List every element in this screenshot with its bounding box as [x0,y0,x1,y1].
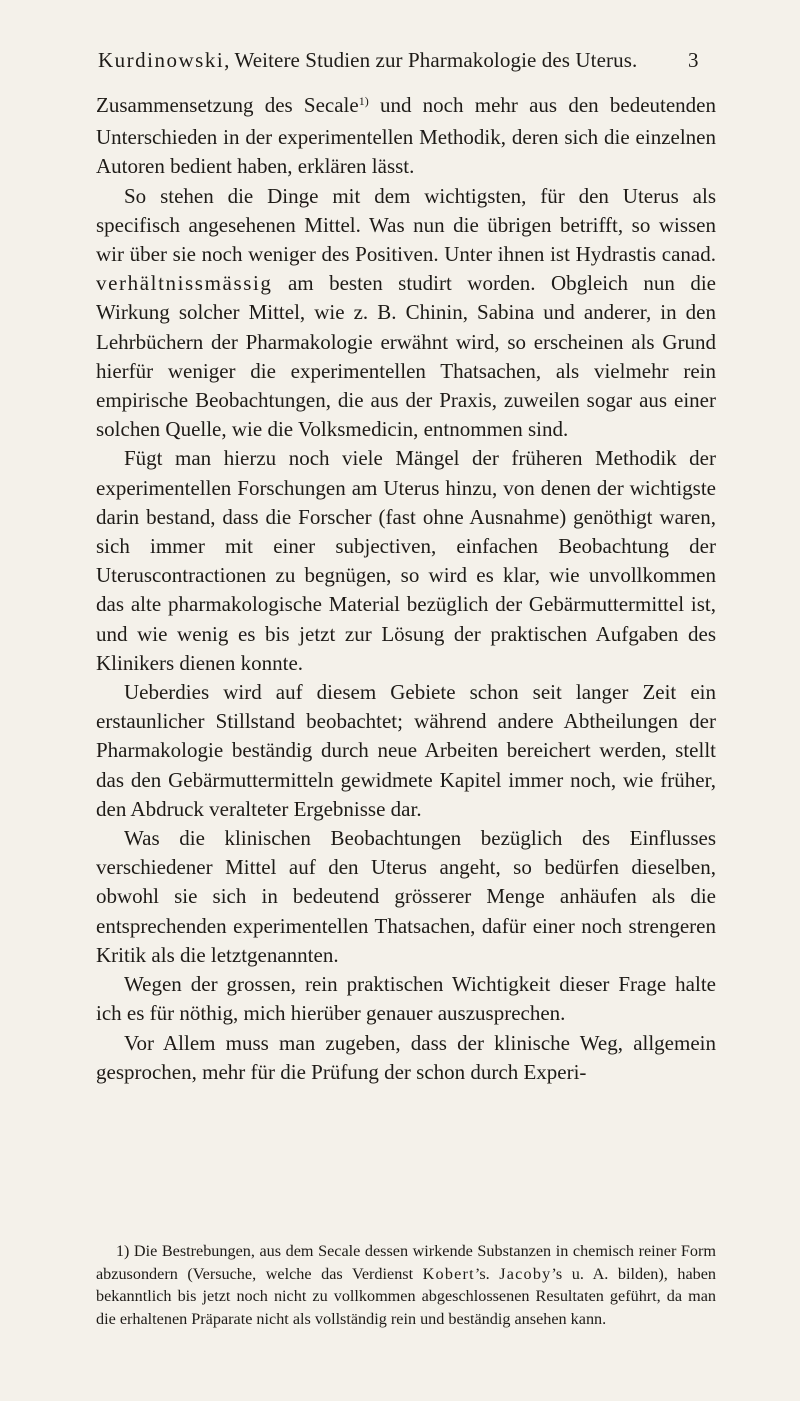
header-title: , Weitere Studien zur Pharmakologie des Uterus. [224,48,638,72]
paragraph-4: Ueberdies wird auf diesem Gebiete schon seit langer Zeit ein erstaunlicher Stillstand beobachtet; während andere Abtheilungen der Pharmakologie beständig durch neue Arbeiten bereichert werden, stellt das den Gebärmuttermitteln gewidmete Kapitel immer noch, wie früher, den Abdruck veralteter Ergebnisse dar. [96,680,716,821]
paragraph-5: Was die klinischen Beobachtungen bezüglich des Einflusses verschiedener Mittel auf den Uterus angeht, so bedürfen dieselben, obwohl sie sich in bedeutend grösserer Menge anhäufen als die entsprechenden experimentellen Thatsachen, dafür einer noch strengeren Kritik als die letztgenannten. [96,826,716,967]
paragraph-6: Wegen der grossen, rein praktischen Wichtigkeit dieser Frage halte ich es für nöthig, mich hierüber genauer auszusprechen. [96,972,716,1026]
paragraph-2-emphasis: verhältnissmässig [96,271,273,296]
footnote-text-c: ’s u. A. bilden), haben bekanntlich bis jetzt noch nicht zu vollkommen abgeschlossenen Resultaten geführt, da man die erhaltenen Präparate nicht als vollständig rein und beständig ansehen kann. [96,1265,716,1328]
body-text [96,91,716,1087]
paragraph-2-text-b: am besten studirt worden. Obgleich nun die Wirkung solcher Mittel, wie z. B. Chinin, Sabina und anderer, in den Lehrbüchern der Pharmakologie erwähnt wird, so erscheinen als Grund hierfür weniger die experimentellen Thatsachen, als vielmehr rein empirische Beobachtungen, die aus der Praxis, zuweilen sogar aus einer solchen Quelle, wie die Volksmedicin, entnommen sind. [96,271,716,442]
paragraph-3: Fügt man hierzu noch viele Mängel der früheren Methodik der experimentellen Forschungen am Uterus hinzu, von denen der wichtigste darin bestand, dass die Forscher (fast ohne Ausnahme) genöthigt waren, sich immer mit einer subjectiven, einfachen Beobachtung der Uteruscontractionen zu begnügen, so wird es klar, wie unvollkommen das alte pharmakologische Material bezüglich der Gebärmuttermittel ist, und wie wenig es bis jetzt zur Lösung der praktischen Aufgaben des Klinikers dienen konnte. [96,446,716,675]
page-number: 3 [688,48,699,72]
footnote-mark: 1) [116,1243,130,1260]
paragraph-1 [96,91,716,182]
footnote-area [96,1240,716,1330]
running-header [98,48,688,73]
footnote-name-kobert: Kobert [422,1265,475,1284]
paragraph-2-text-a: So stehen die Dinge mit dem wichtigsten, für den Uterus als specifisch angesehenen Mittel. Was nun die übrigen betrifft, so wissen wir über sie noch weniger des Positiven. Unter ihnen ist Hydrastis canad. [96,183,716,267]
paragraph-2 [96,182,716,445]
footnote-text-a: Die Bestrebungen, aus dem Secale dessen wirkende Substanzen in chemisch reiner Form abzusondern (Versuche, welche das Verdienst [96,1242,716,1284]
footnote-reference: 1) [358,94,369,108]
paragraph-1-text-a: Zusammensetzung des Secale [96,93,359,117]
header-author: Kurdinowski [98,48,225,72]
paragraph-1-text-b: und noch mehr aus den bedeutenden Unterschieden in der experimentellen Methodik, deren sich die einzelnen Autoren bedient haben, erklären lässt. [96,93,717,179]
footnote-text-b: ’s. [474,1265,500,1284]
paragraph-7: Vor Allem muss man zugeben, dass der klinische Weg, allgemein gesprochen, mehr für die Prüfung der schon durch Experi- [96,1030,716,1084]
footnote-name-jacoby: Jacoby [499,1265,552,1284]
footnote-1 [96,1240,716,1330]
